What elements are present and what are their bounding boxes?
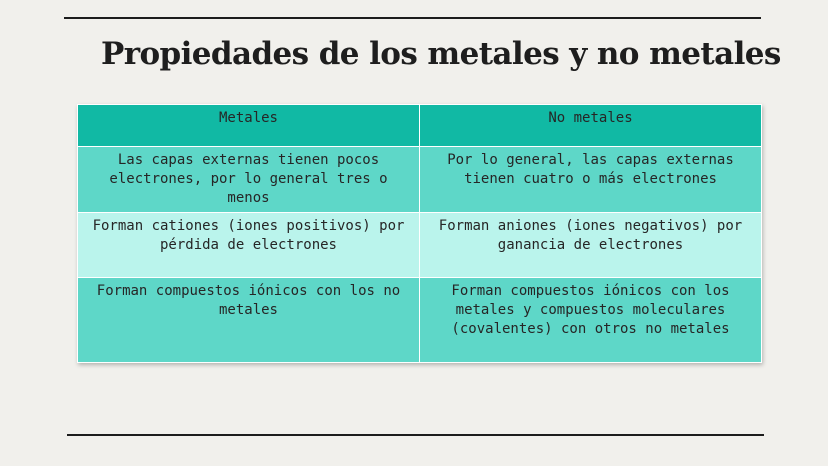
top-divider [64,17,761,19]
table-cell: Las capas externas tienen pocos electrones, por lo general tres o menos [78,147,420,213]
table-cell: Forman cationes (iones positivos) por pérdida de electrones [78,213,420,278]
table-cell: Forman aniones (iones negativos) por ganancia de electrones [420,213,762,278]
bottom-divider [67,434,764,436]
header-metales: Metales [78,105,420,147]
table-cell: Forman compuestos iónicos con los metales y compuestos moleculares (covalentes) con otros no metales [420,278,762,363]
table-cell: Por lo general, las capas externas tienen cuatro o más electrones [420,147,762,213]
table-row [78,147,762,213]
table-row [78,213,762,278]
table-row [78,278,762,363]
table-header-row [78,105,762,147]
header-no-metales: No metales [420,105,762,147]
slide-title: Propiedades de los metales y no metales [101,36,781,72]
table-cell: Forman compuestos iónicos con los no metales [78,278,420,363]
properties-table [77,104,762,363]
